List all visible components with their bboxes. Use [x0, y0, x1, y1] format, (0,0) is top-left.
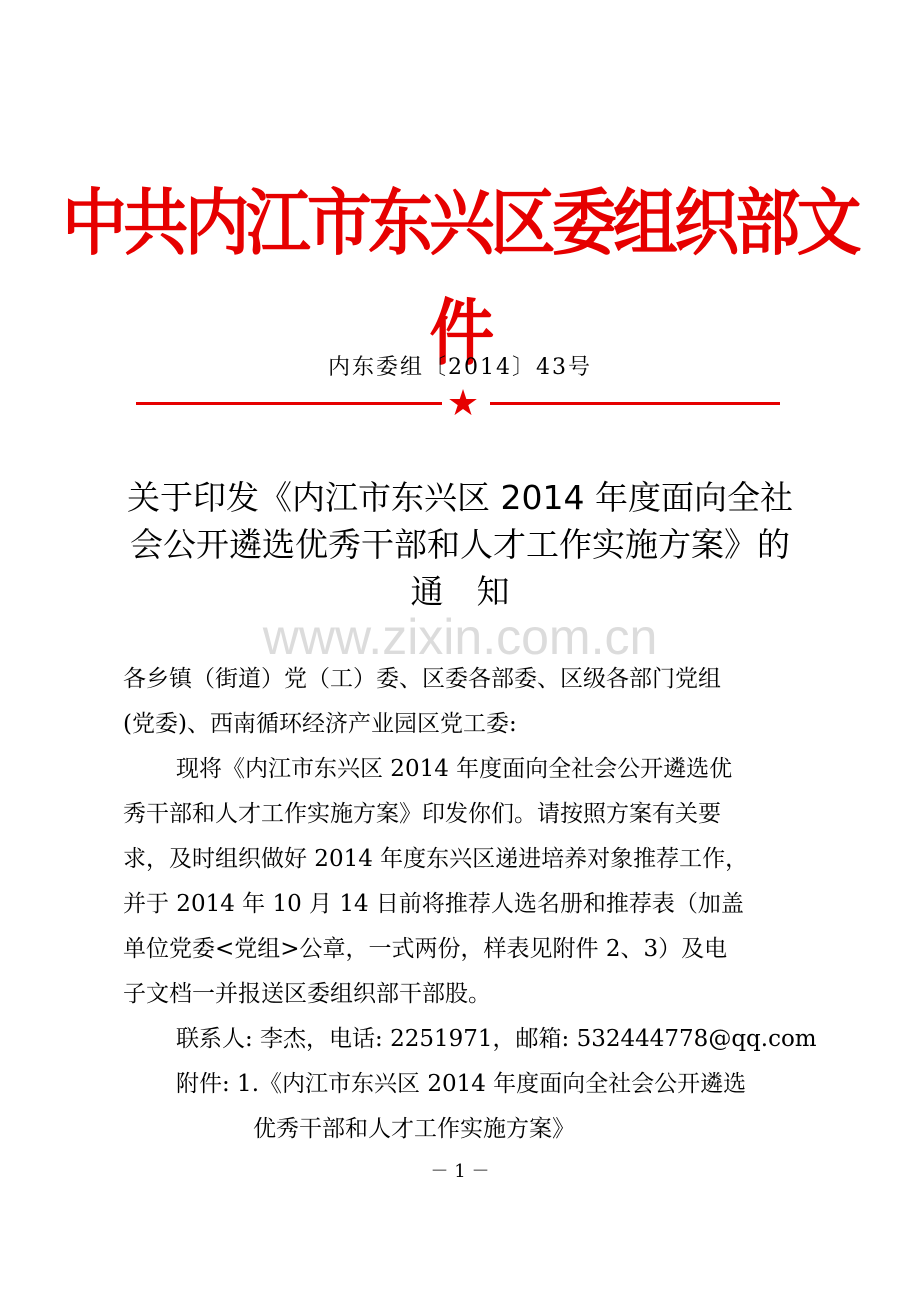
- document-number: 内东委组〔2014〕43号: [328, 355, 592, 380]
- contact-line: 联系人: 李杰，电话: 2251971，邮箱: 532444778@qq.com: [176, 1026, 817, 1052]
- body-line: 现将《内江市东兴区 2014 年度面向全社会公开遴选优: [176, 756, 733, 782]
- red-star-icon: ★: [446, 383, 480, 424]
- agency-header: 中共内江市东兴区委组织部文件: [62, 181, 858, 375]
- document-title: [110, 474, 810, 615]
- red-rule-left: [136, 402, 442, 405]
- body-line: 单位党委<党组>公章，一式两份，样表见附件 2、3）及电: [123, 936, 728, 962]
- title-line: 通 知: [410, 572, 510, 611]
- attachment-line: 优秀干部和人才工作实施方案》: [253, 1116, 575, 1142]
- body-line: 各乡镇（街道）党（工）委、区委各部委、区级各部门党组: [123, 666, 721, 692]
- body-line: 子文档一并报送区委组织部干部股。: [123, 981, 491, 1007]
- title-line: 会公开遴选优秀干部和人才工作实施方案》的: [130, 525, 790, 564]
- title-line: 关于印发《内江市东兴区 2014 年度面向全社: [127, 478, 793, 517]
- red-rule-right: [490, 402, 780, 405]
- page-number: － 1 －: [430, 1161, 490, 1182]
- body-line: 并于 2014 年 10 月 14 日前将推荐人选名册和推荐表（加盖: [123, 891, 744, 917]
- attachment-line: 附件: 1.《内江市东兴区 2014 年度面向全社会公开遴选: [176, 1071, 747, 1097]
- body-line: (党委)、西南循环经济产业园区党工委:: [123, 711, 517, 737]
- body-line: 求，及时组织做好 2014 年度东兴区递进培养对象推荐工作，: [123, 846, 749, 872]
- watermark: www.zixin.com.cn: [262, 609, 658, 665]
- body-line: 秀干部和人才工作实施方案》印发你们。请按照方案有关要: [123, 801, 721, 827]
